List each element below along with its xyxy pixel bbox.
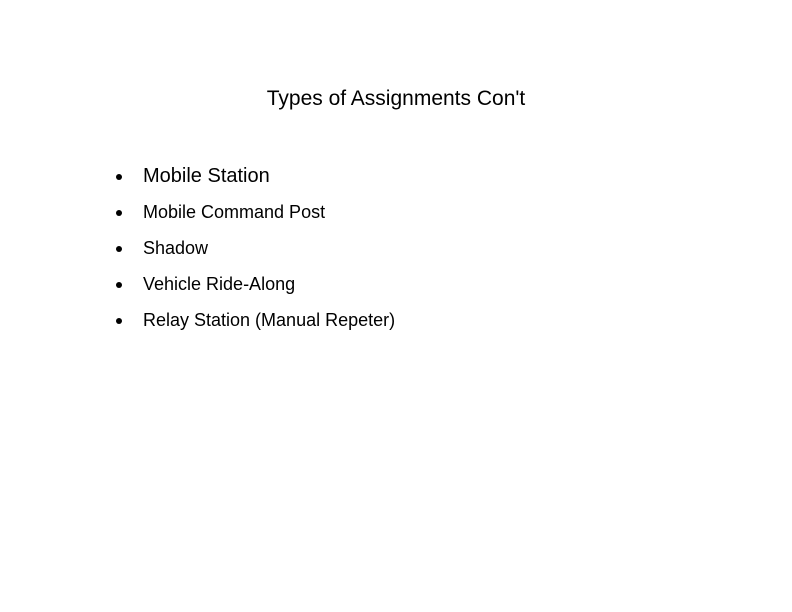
bullet-list [112, 158, 752, 338]
list-item [112, 230, 752, 266]
bullet-text: Mobile Command Post [143, 202, 326, 222]
list-item [112, 194, 752, 230]
list-item [112, 158, 752, 194]
list-item [112, 302, 752, 338]
slide-title: Types of Assignments Con't [266, 87, 526, 110]
bullet-text: Vehicle Ride-Along [143, 274, 296, 294]
bullet-text: Shadow [143, 238, 209, 258]
bullet-icon [116, 282, 122, 288]
bullet-icon [116, 318, 122, 324]
bullet-text: Relay Station (Manual Repeter) [143, 310, 396, 330]
bullet-text: Mobile Station [143, 165, 270, 187]
bullet-icon [116, 174, 122, 180]
list-item [112, 266, 752, 302]
bullet-icon [116, 246, 122, 252]
bullet-icon [116, 210, 122, 216]
